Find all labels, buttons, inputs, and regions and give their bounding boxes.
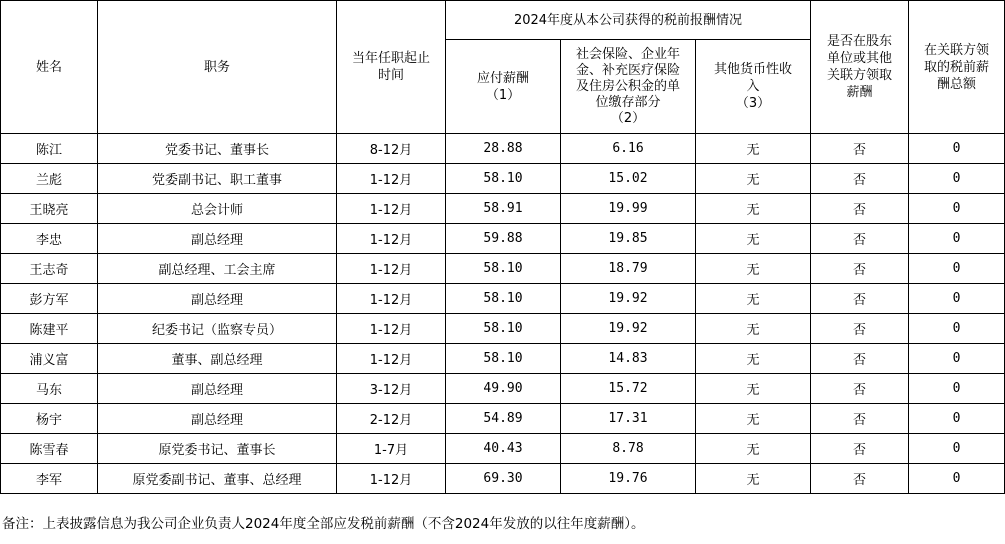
payable-cell: 58.10 [446,314,561,344]
header-term-line: 时间 [377,68,404,83]
related-total-cell: 0 [909,224,1005,254]
header-related-party-line: 是否在股东 [827,34,893,49]
related-total-cell: 0 [909,254,1005,284]
related-party-cell: 否 [811,314,909,344]
header-related-party [811,1,909,134]
header-related-total [909,1,1005,134]
other-income-cell: 无 [696,194,811,224]
header-related-party-line: 单位或其他 [827,51,893,66]
related-party-cell: 否 [811,374,909,404]
header-payable-line: （1） [485,87,521,103]
related-party-cell: 否 [811,464,909,494]
related-total-cell: 0 [909,314,1005,344]
table-row [1,374,1005,404]
other-income-cell: 无 [696,314,811,344]
term-cell: 1-12月 [337,164,446,194]
header-social-line: 金、补充医疗保险 [575,62,680,78]
header-social [561,40,696,134]
social-cell: 15.02 [561,164,696,194]
social-cell: 14.83 [561,344,696,374]
header-social-line: 位缴存部分 [595,94,661,110]
payable-cell: 58.10 [446,284,561,314]
related-total-cell: 0 [909,194,1005,224]
social-cell: 19.76 [561,464,696,494]
payable-cell: 40.43 [446,434,561,464]
payable-cell: 58.10 [446,344,561,374]
other-income-cell: 无 [696,254,811,284]
position-cell: 副总经理 [98,374,337,404]
name-cell: 李忠 [1,224,98,254]
header-name: 姓名 [1,1,98,134]
header-term [337,1,446,134]
name-cell: 兰彪 [1,164,98,194]
social-cell: 18.79 [561,254,696,284]
term-cell: 1-12月 [337,344,446,374]
header-payable [446,40,561,134]
position-cell: 原党委书记、董事长 [98,434,337,464]
related-total-cell: 0 [909,434,1005,464]
header-related-total-line: 酬总额 [937,76,977,92]
position-cell: 副总经理 [98,404,337,434]
social-cell: 6.16 [561,134,696,164]
header-pay-group: 2024年度从本公司获得的税前报酬情况 [446,1,811,40]
term-cell: 1-7月 [337,434,446,464]
header-position: 职务 [98,1,337,134]
payable-cell: 69.30 [446,464,561,494]
position-cell: 党委副书记、职工董事 [98,164,337,194]
name-cell: 浦义富 [1,344,98,374]
payable-cell: 58.10 [446,164,561,194]
name-cell: 陈雪春 [1,434,98,464]
header-related-party-line: 薪酬 [846,85,873,100]
term-cell: 2-12月 [337,404,446,434]
header-social-line: 社会保险、企业年 [575,46,680,62]
header-other-income [696,40,811,134]
name-cell: 王晓亮 [1,194,98,224]
header-term-line: 当年任职起止 [351,51,430,66]
table-header [1,1,1005,134]
header-related-total-line: 在关联方领 [924,42,990,58]
position-cell: 副总经理 [98,224,337,254]
name-cell: 杨宇 [1,404,98,434]
related-party-cell: 否 [811,194,909,224]
name-cell: 李军 [1,464,98,494]
table-row [1,134,1005,164]
header-other-income-line: （3） [735,96,771,111]
related-party-cell: 否 [811,164,909,194]
payable-cell: 54.89 [446,404,561,434]
related-total-cell: 0 [909,374,1005,404]
term-cell: 1-12月 [337,194,446,224]
name-cell: 马东 [1,374,98,404]
payable-cell: 59.88 [446,224,561,254]
other-income-cell: 无 [696,164,811,194]
header-related-party-line: 关联方领取 [827,68,893,83]
other-income-cell: 无 [696,374,811,404]
position-cell: 党委书记、董事长 [98,134,337,164]
header-social-line: （2） [610,110,646,126]
position-cell: 纪委书记（监察专员） [98,314,337,344]
related-total-cell: 0 [909,404,1005,434]
other-income-cell: 无 [696,464,811,494]
related-party-cell: 否 [811,254,909,284]
position-cell: 董事、副总经理 [98,344,337,374]
payable-cell: 28.88 [446,134,561,164]
payable-cell: 49.90 [446,374,561,404]
position-cell: 副总经理、工会主席 [98,254,337,284]
name-cell: 陈建平 [1,314,98,344]
related-party-cell: 否 [811,284,909,314]
table-row [1,284,1005,314]
term-cell: 3-12月 [337,374,446,404]
header-related-total-line: 取的税前薪 [924,59,990,75]
related-total-cell: 0 [909,344,1005,374]
social-cell: 19.85 [561,224,696,254]
social-cell: 15.72 [561,374,696,404]
related-party-cell: 否 [811,434,909,464]
table-row [1,344,1005,374]
header-social-line: 及住房公积金的单 [575,78,680,94]
related-party-cell: 否 [811,134,909,164]
other-income-cell: 无 [696,284,811,314]
payable-cell: 58.91 [446,194,561,224]
related-total-cell: 0 [909,284,1005,314]
term-cell: 1-12月 [337,254,446,284]
table-row [1,314,1005,344]
table-body [1,134,1005,494]
related-party-cell: 否 [811,404,909,434]
other-income-cell: 无 [696,404,811,434]
header-other-income-line: 其他货币性收 [714,62,793,77]
table-row [1,254,1005,284]
name-cell: 陈江 [1,134,98,164]
social-cell: 8.78 [561,434,696,464]
related-party-cell: 否 [811,224,909,254]
table-row [1,164,1005,194]
position-cell: 副总经理 [98,284,337,314]
header-other-income-line: 入 [746,79,760,94]
name-cell: 王志奇 [1,254,98,284]
table-row [1,224,1005,254]
term-cell: 8-12月 [337,134,446,164]
payable-cell: 58.10 [446,254,561,284]
related-total-cell: 0 [909,164,1005,194]
term-cell: 1-12月 [337,314,446,344]
related-total-cell: 0 [909,464,1005,494]
related-party-cell: 否 [811,344,909,374]
social-cell: 17.31 [561,404,696,434]
other-income-cell: 无 [696,344,811,374]
other-income-cell: 无 [696,134,811,164]
social-cell: 19.99 [561,194,696,224]
footnote: 备注：上表披露信息为我公司企业负责人2024年度全部应发税前薪酬（不含2024年发放的以往年度薪酬）。 [2,516,645,532]
term-cell: 1-12月 [337,224,446,254]
related-total-cell: 0 [909,134,1005,164]
table-row [1,404,1005,434]
social-cell: 19.92 [561,314,696,344]
other-income-cell: 无 [696,224,811,254]
table-row [1,434,1005,464]
position-cell: 总会计师 [98,194,337,224]
term-cell: 1-12月 [337,464,446,494]
table-row [1,464,1005,494]
table-row [1,194,1005,224]
name-cell: 彭方军 [1,284,98,314]
social-cell: 19.92 [561,284,696,314]
term-cell: 1-12月 [337,284,446,314]
header-payable-line: 应付薪酬 [476,70,529,86]
other-income-cell: 无 [696,434,811,464]
position-cell: 原党委副书记、董事、总经理 [98,464,337,494]
